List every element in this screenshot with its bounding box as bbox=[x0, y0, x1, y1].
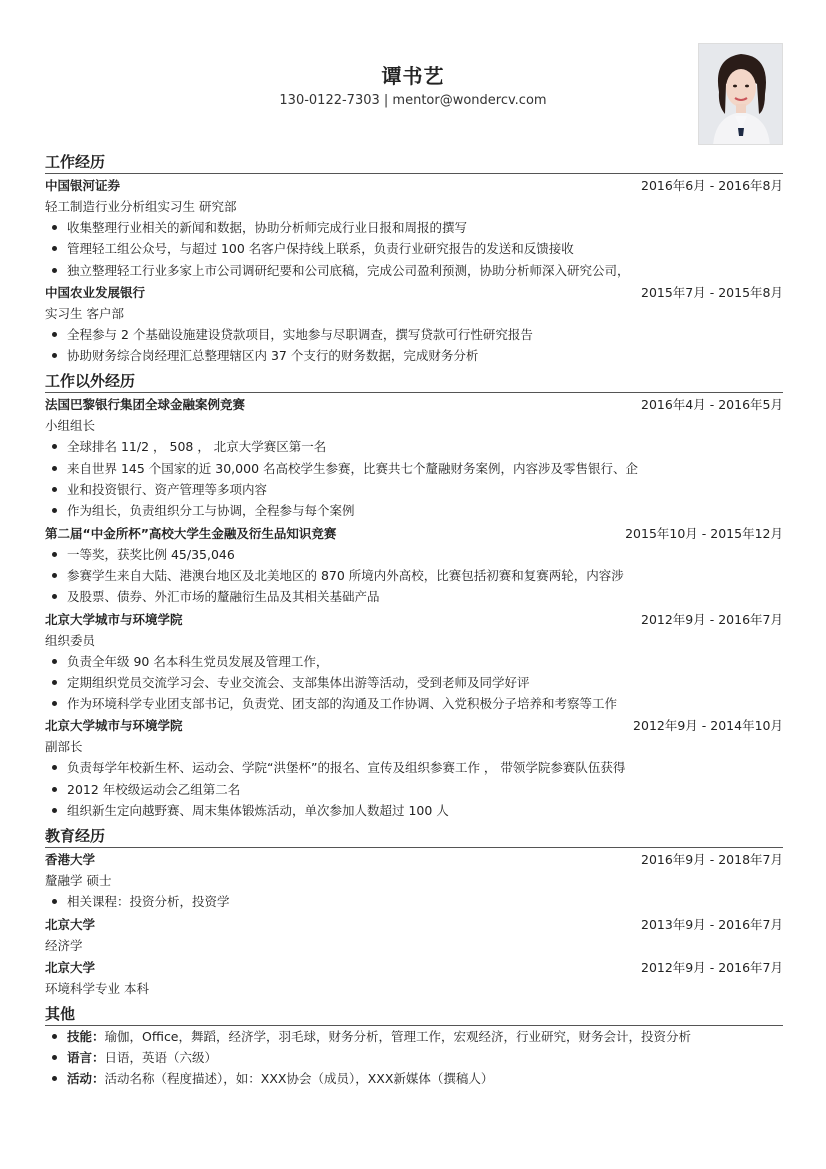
bullet-item: 负责全年级 90 名本科生党员发展及管理工作， bbox=[45, 651, 783, 672]
bullet-item: 独立整理轻工行业多家上市公司调研纪要和公司底稿，完成公司盈利预测，协助分析师深入研究公司， bbox=[45, 260, 783, 281]
entry-date: 2012年9月 - 2016年7月 bbox=[641, 959, 783, 975]
profile-photo bbox=[698, 43, 783, 145]
bullet-item: 全球排名 11/2 ， 508 ， 北京大学赛区第一名 bbox=[45, 436, 783, 457]
bullet-item: 收集整理行业相关的新闻和数据，协助分析师完成行业日报和周报的撰写 bbox=[45, 217, 783, 238]
bullet-list bbox=[45, 891, 783, 912]
entry-header bbox=[45, 282, 783, 303]
entry-date: 2015年10月 - 2015年12月 bbox=[625, 525, 783, 541]
entry-date: 2012年9月 - 2016年7月 bbox=[641, 611, 783, 627]
entry-role: 组织委员 bbox=[45, 632, 96, 648]
section-title: 教育经历 bbox=[45, 827, 783, 848]
education-section bbox=[45, 827, 783, 998]
entry-header bbox=[45, 609, 783, 630]
item-key: 技能： bbox=[67, 1028, 105, 1044]
item-key: 语言： bbox=[67, 1049, 105, 1065]
bullet-list bbox=[45, 757, 783, 821]
entry-date: 2013年9月 - 2016年7月 bbox=[641, 916, 783, 932]
bullet-item: 组织新生定向越野赛、周末集体锻炼活动，单次参加人数超过 100 人 bbox=[45, 800, 783, 821]
entry-role: 釐融学 硕士 bbox=[45, 873, 112, 889]
bullet-item: 作为组长，负责组织分工与协调，全程参与每个案例 bbox=[45, 500, 783, 521]
entry-date: 2016年9月 - 2018年7月 bbox=[641, 852, 783, 868]
bullet-item: 全程参与 2 个基础设施建设贷款项目，实地参与尽职调查，撰写贷款可行性研究报告 bbox=[45, 324, 783, 345]
entry-date: 2015年7月 - 2015年8月 bbox=[641, 284, 783, 300]
item-text: 日语，英语（六级） bbox=[104, 1049, 218, 1065]
entry-header bbox=[45, 849, 783, 870]
bullet-item: 参赛学生来自大陆、港澳台地区及北美地区的 870 所境内外高校，比赛包括初赛和复赛两轮，内容涉 bbox=[45, 565, 783, 586]
entry-role: 轻工制造行业分析组实习生 研究部 bbox=[45, 199, 237, 214]
other-section bbox=[45, 1005, 783, 1090]
entry-header bbox=[45, 523, 783, 544]
bullet-list bbox=[45, 1026, 783, 1090]
bullet-item: 业和投资银行、资产管理等多项内容 bbox=[45, 479, 783, 500]
extracurricular-section bbox=[45, 372, 783, 821]
resume-sections bbox=[45, 153, 783, 1096]
section-title: 工作经历 bbox=[45, 153, 783, 174]
work-experience-section bbox=[45, 153, 783, 366]
bullet-item: 一等奖，获奖比例 45/35,046 bbox=[45, 544, 783, 565]
bullet-list bbox=[45, 436, 783, 521]
entry-header bbox=[45, 914, 783, 935]
contact-info: 130-0122-7303 | mentor@wondercv.com bbox=[279, 93, 547, 108]
bullet-item: 2012 年校级运动会乙组第二名 bbox=[45, 779, 783, 800]
entry-header bbox=[45, 394, 783, 415]
bullet-list bbox=[45, 324, 783, 367]
skills-item bbox=[45, 1026, 783, 1047]
candidate-name: 谭书艺 bbox=[381, 64, 445, 88]
section-title: 工作以外经历 bbox=[45, 372, 783, 393]
bullet-item: 管理轻工组公众号，与超过 100 名客户保持线上联系，负责行业研究报告的发送和反馈接收 bbox=[45, 238, 783, 259]
portrait-image bbox=[699, 44, 783, 145]
entry-role: 实习生 客户部 bbox=[45, 305, 124, 321]
bullet-list bbox=[45, 217, 783, 281]
entry-org: 第二届“中金所杯”高校大学生金融及衍生品知识竞赛 bbox=[45, 525, 337, 541]
entry-org: 中国农业发展银行 bbox=[45, 284, 146, 300]
entry-role: 小组组长 bbox=[45, 418, 96, 434]
entry-role: 副部长 bbox=[45, 739, 83, 755]
bullet-list bbox=[45, 651, 783, 715]
bullet-item: 相关课程：投资分析，投资学 bbox=[45, 891, 783, 912]
item-key: 活动： bbox=[67, 1071, 105, 1087]
activities-item bbox=[45, 1068, 783, 1089]
entry-org: 中国银河证券 bbox=[45, 178, 121, 193]
entry-date: 2016年6月 - 2016年8月 bbox=[641, 178, 783, 193]
item-text: 活动名称（程度描述），如：XXX协会（成员），XXX新媒体（撰稿人） bbox=[104, 1071, 494, 1087]
item-text: 瑜伽，Office，舞蹈，经济学，羽毛球，财务分析，管理工作，宏观经济，行业研究，财务会计，投资分析 bbox=[104, 1028, 692, 1044]
entry-header bbox=[45, 175, 783, 196]
entry-org: 北京大学城市与环境学院 bbox=[45, 718, 183, 734]
entry-org: 香港大学 bbox=[45, 852, 96, 868]
entry-org: 北京大学 bbox=[45, 959, 96, 975]
entry-header bbox=[45, 957, 783, 978]
entry-org: 北京大学 bbox=[45, 916, 96, 932]
entry-header bbox=[45, 715, 783, 736]
entry-role: 环境科学专业 本科 bbox=[45, 980, 149, 996]
entry-org: 法国巴黎银行集团全球金融案例竞赛 bbox=[45, 397, 246, 413]
bullet-list bbox=[45, 544, 783, 608]
bullet-item: 协助财务综合岗经理汇总整理辖区内 37 个支行的财务数据，完成财务分析 bbox=[45, 345, 783, 366]
entry-org: 北京大学城市与环境学院 bbox=[45, 611, 183, 627]
section-title: 其他 bbox=[45, 1005, 783, 1026]
bullet-item: 定期组织党员交流学习会、专业交流会、支部集体出游等活动，受到老师及同学好评 bbox=[45, 672, 783, 693]
bullet-item: 作为环境科学专业团支部书记，负责党、团支部的沟通及工作协调、入党积极分子培养和考察等工作 bbox=[45, 693, 783, 714]
languages-item bbox=[45, 1047, 783, 1068]
entry-date: 2016年4月 - 2016年5月 bbox=[641, 397, 783, 413]
bullet-item: 来自世界 145 个国家的近 30,000 名高校学生参赛，比赛共七个釐融财务案例，内容涉及零售银行、企 bbox=[45, 458, 783, 479]
bullet-item: 负责每学年校新生杯、运动会、学院“洪堡杯”的报名、宣传及组织参赛工作 ， 带领学院参赛队伍获得 bbox=[45, 757, 783, 778]
entry-role: 经济学 bbox=[45, 937, 83, 953]
bullet-item: 及股票、债券、外汇市场的釐融衍生品及其相关基础产品 bbox=[45, 586, 783, 607]
entry-date: 2012年9月 - 2014年10月 bbox=[633, 718, 783, 734]
